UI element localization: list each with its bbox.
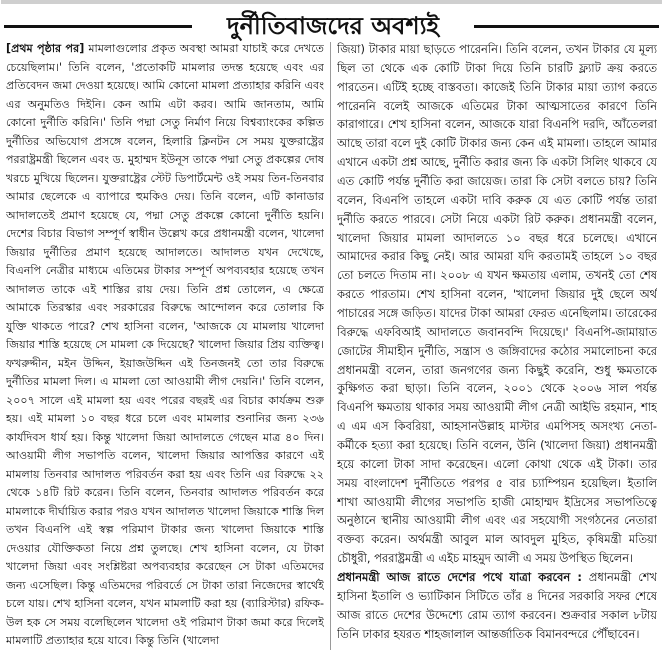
subhead: প্রধানমন্ত্রী আজ রাতে দেশের পথে যাত্রা করবেন :: [337, 570, 582, 585]
right-column-text: জিয়া) টাকার মায়া ছাড়তে পারেননি। তিনি বলেন, তখন টাকার যে মূল্য ছিল তা থেকে এক কোটি টাকা দিয়ে তিনি চারটি ফ্ল্যাট ক্রয় করতে পারতেন। এটিই হচ্ছে বাস্তবতা। কাজেই তিনি টাকার মায়া ত্যাগ করতে পারেননি বলেই আজকে এতিমের টাকা আত্মসাতের কারণে তিনি কারাগারে। শেখ হাসিনা বলেন, আজকে যারা বিএনপি দরদি, আঁতেলরা আছে তারা বলে দুই কোটি টাকার জন্য কেন এই মামলা। তাহলে আমার এখানে একটা প্রশ্ন আছে, দুর্নীতি করার জন্য কি একটা সিলিং থাকবে যে এত কোটি পর্যন্ত দুর্নীতি করা জায়েজ। তারা কি সেটা বলতে চায়? তিনি বলেন, বিএনপি তাহলে একটা দাবি করুক যে এত কোটি পর্যন্ত তারা দুর্নীতি করতে পারবে। সেটা নিয়ে একটা রিট করুক। প্রধানমন্ত্রী বলেন, খালেদা জিয়ার মামলা আদালতে ১০ বছর ধরে চলেছে। এখানে আমাদের করার কিছু নেই। আর আমরা যদি করতামই তাহলে ১০ বছর তো চলতে দিতাম না। ২০০৮ এ যখন ক্ষমতায় এলাম, তখনই তো শেষ করতে পারতাম। শেখ হাসিনা বলেন, 'খালেদা জিয়ার দুই ছেলে অর্থ পাচারের সঙ্গে জড়িত। যাদের টাকা আমরা ফেরত এনেছিলাম। তারেকের বিরুদ্ধে এফবিআই আদালতে জবানবন্দি দিয়েছে।' বিএনপি-জামায়াত জোটের সীমাহীন দুর্নীতি, সন্ত্রাস ও জঙ্গিবাদের কঠোর সমালোচনা করে প্রধানমন্ত্রী বলেন, তারা জনগণের জন্য কিছুই করেনি, শুধু ক্ষমতাকে কুক্ষিগত করা ছাড়া। তিনি বলেন, ২০০১ থেকে ২০০৬ সাল পর্যন্ত বিএনপি ক্ষমতায় থাকার সময় আওয়ামী লীগ নেত্রী আইভি রহমান, শাহ এ এম এস কিবরিয়া, আহসানউল্লাহ মাস্টার এমপিসহ অসংখ্য নেতা-কর্মীকে হত্যা করা হয়েছে। তিনি বলেন, উনি (খালেদা জিয়া) প্রধানমন্ত্রী হয়ে কালো টাকা সাদা করেছেন। এলো কোথা থেকে এই টাকা। তার সময় বাংলাদেশ দুর্নীতিতে পরপর ৫ বার চ্যাম্পিয়ন হয়েছিল। ইতালি শাখা আওয়ামী লীগের সভাপতি হাজী মোহাম্মদ ইদ্রিসের সভাপতিত্বে অনুষ্ঠানে স্থানীয় আওয়ামী লীগ এবং এর সহযোগী সংগঠনের নেতারা বক্তব্য করেন। অর্থমন্ত্রী আবুল মাল আবদুল মুহিত, কৃষিমন্ত্রী মতিয়া চৌধুরী, পররাষ্ট্রমন্ত্রী এ এইচ মাহমুদ আলী এ সময় উপস্থিত ছিলেন।: [337, 42, 657, 566]
subhead-paragraph: [337, 568, 657, 643]
headline: দুর্নীতিবাজদের অবশ্যই: [226, 11, 440, 40]
top-border: [1, 0, 662, 4]
continuation-tag: [প্রথম পৃষ্ঠার পর]: [6, 42, 85, 55]
right-column: [337, 40, 657, 652]
left-column: [6, 40, 324, 652]
headline-bar: [0, 8, 663, 44]
left-column-paragraph: [6, 40, 324, 651]
right-column-paragraph: [337, 40, 657, 568]
headline-rule-left: [4, 25, 192, 28]
headline-rule-right: [474, 25, 659, 28]
left-column-text: মামলাগুলোর প্রকৃত অবস্থা আমরা যাচাই করে দেখতে চেয়েছিলাম।' তিনি বলেন, 'প্রতোকটি মামলার তদন্ত হয়েছে এবং এর প্রতিবেদন জমা দেওয়া হয়েছে। আমি কোনো মামলা প্রত্যাহার করিনি এবং এর অনুমতিও দিইনি। কেন আমি এটা করব। আমি জানতাম, আমি কোনো দুর্নীতি করিনি।' তিনি পদ্মা সেতু নির্মাণ নিয়ে বিশ্বব্যাংকের কল্পিত দুর্নীতির অভিযোগ প্রসঙ্গে বলেন, হিলারি ক্লিনটন সে সময় যুক্তরাষ্ট্রের পররাষ্ট্রমন্ত্রী ছিলেন এবং ড. মুহাম্মদ ইউনূস তাকে পদ্মা সেতু প্রকল্পের দোষ খরচে মুখিয়ে ছিলেন। যুক্তরাষ্ট্রের স্টেট ডিপার্টমেন্ট ওই সময় তিন-তিনবার আমার ছেলেকে এ ব্যাপারে হুমকিও দেয়। তিনি বলেন, এটি কানাডার আদালতেই প্রমাণ হয়েছে যে, পদ্মা সেতু প্রকল্পে কোনো দুর্নীতি হয়নি। দেশের বিচার বিভাগ সম্পূর্ণ স্বাধীন উল্লেখ করে প্রধানমন্ত্রী বলেন, খালেদা জিয়ার দুর্নীতির প্রমাণ হয়েছে আদালতে। আদালত যখন দেখেছে, বিএনপি নেত্রীর মাধ্যমে এতিমের টাকার সম্পূর্ণ অপব্যবহার হয়েছে তখন আদালত তাকে এই শাস্তির রায় দেয়। তিনি প্রশ্ন তোলেন, এ ক্ষেত্রে আমাকে তিরস্কার এবং সরকারের বিরুদ্ধে আন্দোলন করে তোলার কি যুক্তি থাকতে পারে? শেখ হাসিনা বলেন, 'আজকে যে মামলায় খালেদা জিয়ার শাস্তি হয়েছে সে মামলা কে দিয়েছে? খালেদা জিয়ার প্রিয় ব্যক্তিত্ব। ফখরুদ্দীন, মইন উদ্দিন, ইয়াজউদ্দিন এই তিনজনই তো তার বিরুদ্ধে দুর্নীতির মামলা দিল। এ মামলা তো আওয়ামী লীগ দেয়নি।' তিনি বলেন, ২০০৭ সালে এই মামলা হয় এবং পরের বছরই এর বিচার কার্যক্রম শুরু হয়। এই মামলা ১০ বছর ধরে চলে এবং মামলার শুনানির জন্য ২৩৬ কার্যদিবস ধার্য হয়। কিন্তু খালেদা জিয়া আদালতে গেছেন মাত্র ৪০ দিন। আওয়ামী লীগ সভাপতি বলেন, খালেদা জিয়ার আপত্তির কারণে এই মামলায় তিনবার আদালত পরিবর্তন করা হয় এবং তিনি এর বিরুদ্ধে ২২ থেকে ১৪টি রিট করেন। তিনি বলেন, তিনবার আদালত পরিবর্তন করে মামলাকে দীর্ঘায়িত করার পরও যখন আদালত খালেদা জিয়াকে শাস্তি দিল তখন বিএনপি এই স্বল্প পরিমাণ টাকার জন্য খালেদা জিয়াকে শাস্তি দেওয়ার যৌক্তিকতা নিয়ে প্রশ্ন তুলছে। শেখ হাসিনা বলেন, যে টাকা খালেদা জিয়া এবং সংশ্লিষ্টরা অপব্যবহার করেছেন সে টাকা এতিমদের জন্য এসেছিল। কিন্তু এতিমদের পরিবর্তে সে টাকা তারা নিজেদের স্বার্থেই চলে যায়। শেখ হাসিনা বলেন, যখন মামলাটি করা হয় (ব্যারিস্টার) রফিক-উল হক সে সময় বলেছিলেন খালেদা ওই পরিমাণ টাকা জমা করে দিলেই মামলাটি প্রত্যাহার হয়ে যাবে। কিন্তু তিনি (খালেদা: [6, 42, 324, 647]
subhead-body: প্রধানমন্ত্রী শেখ হাসিনা ইতালি ও ভ্যাটিকান সিটিতে তাঁর ৪ দিনের সরকারি সফর শেষে আজ রাতে দেশের উদ্দেশ্যে রোম ত্যাগ করবেন। শুক্রবার সকাল ৮টায় তিনি ঢাকার হযরত শাহজালাল আন্তর্জাতিক বিমানবন্দরে পৌঁছাবেন।: [337, 570, 657, 641]
column-divider: [330, 42, 331, 650]
